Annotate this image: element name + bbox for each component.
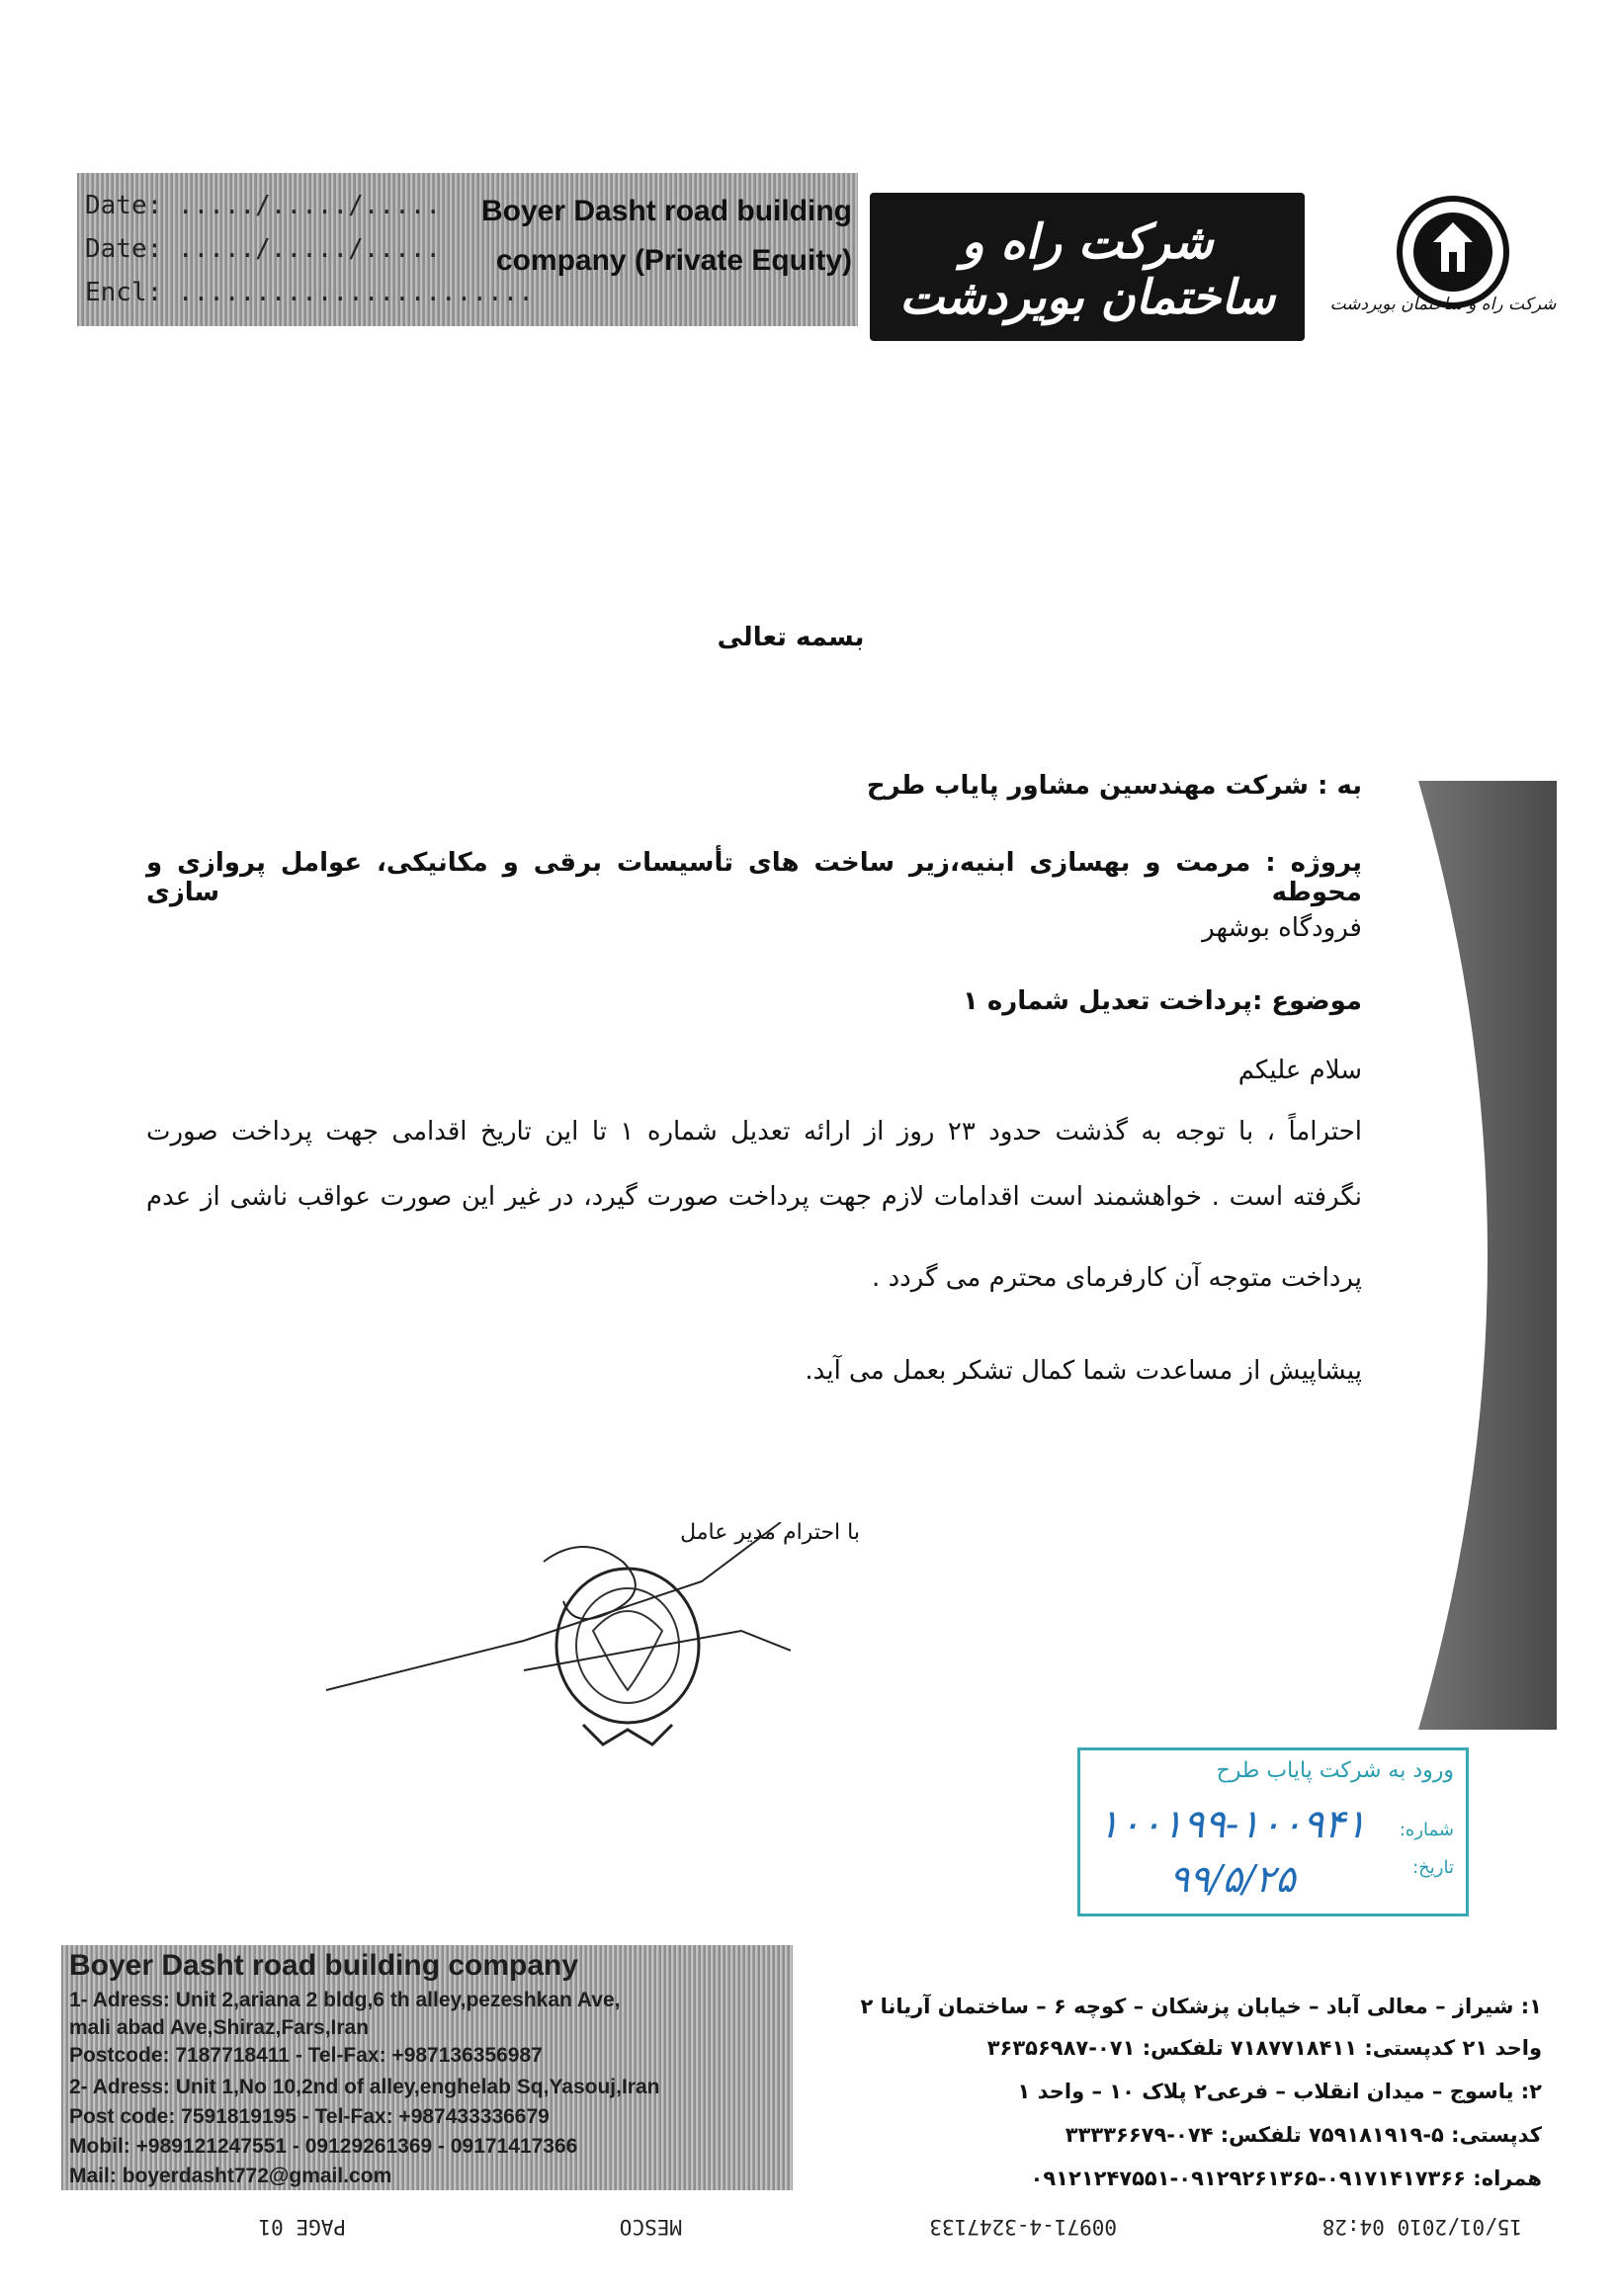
company-name-en-line1: Boyer Dasht road building — [480, 195, 852, 227]
received-stamp-date: ۹۹/۵/۲۵ — [1169, 1857, 1296, 1901]
footer-fa-line: کدپستی: ۵-۷۵۹۱۸۱۹۱۹ تلفکس: ۰۷۴-۳۳۳۳۶۶۷۹ — [1065, 2123, 1542, 2147]
logo-caption: شرکت راه و ساختمان بویردشت — [1329, 295, 1557, 314]
footer-en-line: Mobil: +989121247551 - 09129261369 - 09171417366 — [69, 2135, 578, 2158]
footer-en-line: Postcode: 7187718411 - Tel-Fax: +987136356987 — [69, 2044, 543, 2067]
footer-company-en: Boyer Dasht road building company — [69, 1949, 579, 1982]
letter-closing: پیشاپیش از مساعدت شما کمال تشکر بعمل می آید. — [805, 1356, 1362, 1386]
side-watermark-icon — [1399, 781, 1557, 1730]
footer-fa-line: واحد ۲۱ کدپستی: ۷۱۸۷۷۱۸۴۱۱ تلفکس: ۰۷۱-۳۶۳۵۶۹۸۷ — [986, 2036, 1542, 2060]
received-stamp-date-label: تاریخ: — [1412, 1857, 1454, 1878]
basmala: بسمه تعالی — [717, 623, 865, 652]
letter-paragraph-line2: نگرفته است . خواهشمند است اقدامات لازم جهت پرداخت صورت گیرد، در غیر این صورت عواقب ناشی از عدم — [146, 1182, 1362, 1212]
letter-project-line2: فرودگاه بوشهر — [1202, 913, 1362, 943]
footer-en-line: 2- Adress: Unit 1,No 10,2nd of alley,enghelab Sq,Yasouj,Iran — [69, 2076, 660, 2098]
received-stamp-title: ورود به شرکت پایاب طرح — [1216, 1758, 1454, 1783]
footer-en-line: Mail: boyerdasht772@gmail.com — [69, 2165, 392, 2187]
company-logo-icon — [1394, 193, 1512, 311]
letter-project-line1: پروژه : مرمت و بهسازی ابنیه،زیر ساخت های تأسیسات برقی و مکانیکی، عوامل پروازی و محوطه سازی — [146, 848, 1362, 907]
footer-en-line: Post code: 7591819195 - Tel-Fax: +987433336679 — [69, 2105, 550, 2128]
fax-date-time: 15/01/2010 04:28 — [1321, 2215, 1522, 2239]
footer-fa-line: ۱: شیراز – معالی آباد – خیابان پزشکان – کوچه ۶ – ساختمان آریانا ۲ — [860, 1995, 1542, 2018]
footer-en-line: mali abad Ave,Shiraz,Fars,Iran — [69, 2016, 370, 2039]
company-name-fa-banner — [870, 193, 1305, 364]
letter-greeting: سلام علیکم — [1237, 1056, 1362, 1085]
company-registration: (سهامی خاص) ثبت ۷۷۲ — [978, 339, 1197, 364]
company-name-fa: شرکت راه و ساختمان بویردشت — [898, 214, 1276, 325]
company-name-en-line2: company (Private Equity) — [495, 244, 852, 277]
header-meta-date: Date: ...../...../..... — [85, 234, 442, 264]
received-stamp-number: ۱۰۰۱۹۹-۱۰۰۹۴۱ — [1098, 1802, 1367, 1847]
letter-subject: موضوع :پرداخت تعدیل شماره ۱ — [962, 986, 1362, 1016]
footer-fa-line: همراه: ۰۹۱۷۱۴۱۷۳۶۶-۰۹۱۲۹۲۶۱۳۶۵-۰۹۱۲۱۲۴۷۵۵۱ — [1030, 2167, 1542, 2190]
letter-paragraph-line3: پرداخت متوجه آن کارفرمای محترم می گردد . — [872, 1263, 1362, 1293]
received-stamp-number-label: شماره: — [1399, 1820, 1454, 1840]
header-english-block — [77, 173, 858, 326]
fax-number: 00971-4-3247133 — [929, 2215, 1117, 2239]
signature-scribble-icon — [326, 1522, 791, 1700]
header-meta-enclosure: Encl: ....................... — [85, 278, 534, 307]
footer-fa-line: ۲: یاسوج – میدان انقلاب – فرعی۲ پلاک ۱۰ – واحد ۱ — [1017, 2080, 1542, 2103]
letter-recipient: به : شرکت مهندسین مشاور پایاب طرح — [866, 771, 1362, 801]
fax-page: PAGE 01 — [258, 2215, 346, 2239]
received-stamp — [1077, 1747, 1469, 1916]
header-meta-number: Date: ...../...../..... — [85, 191, 442, 220]
signature-label: با احترام مدیر عامل — [680, 1520, 860, 1545]
footer-en-line: 1- Adress: Unit 2,ariana 2 bldg,6 th alley,pezeshkan Ave, — [69, 1989, 621, 2011]
fax-sender: MESCO — [619, 2215, 682, 2239]
letter-paragraph-line1: احتراماً ، با توجه به گذشت حدود ۲۳ روز از ارائه تعدیل شماره ۱ تا این تاریخ اقدامی جهت پرداخت صورت — [146, 1117, 1363, 1147]
